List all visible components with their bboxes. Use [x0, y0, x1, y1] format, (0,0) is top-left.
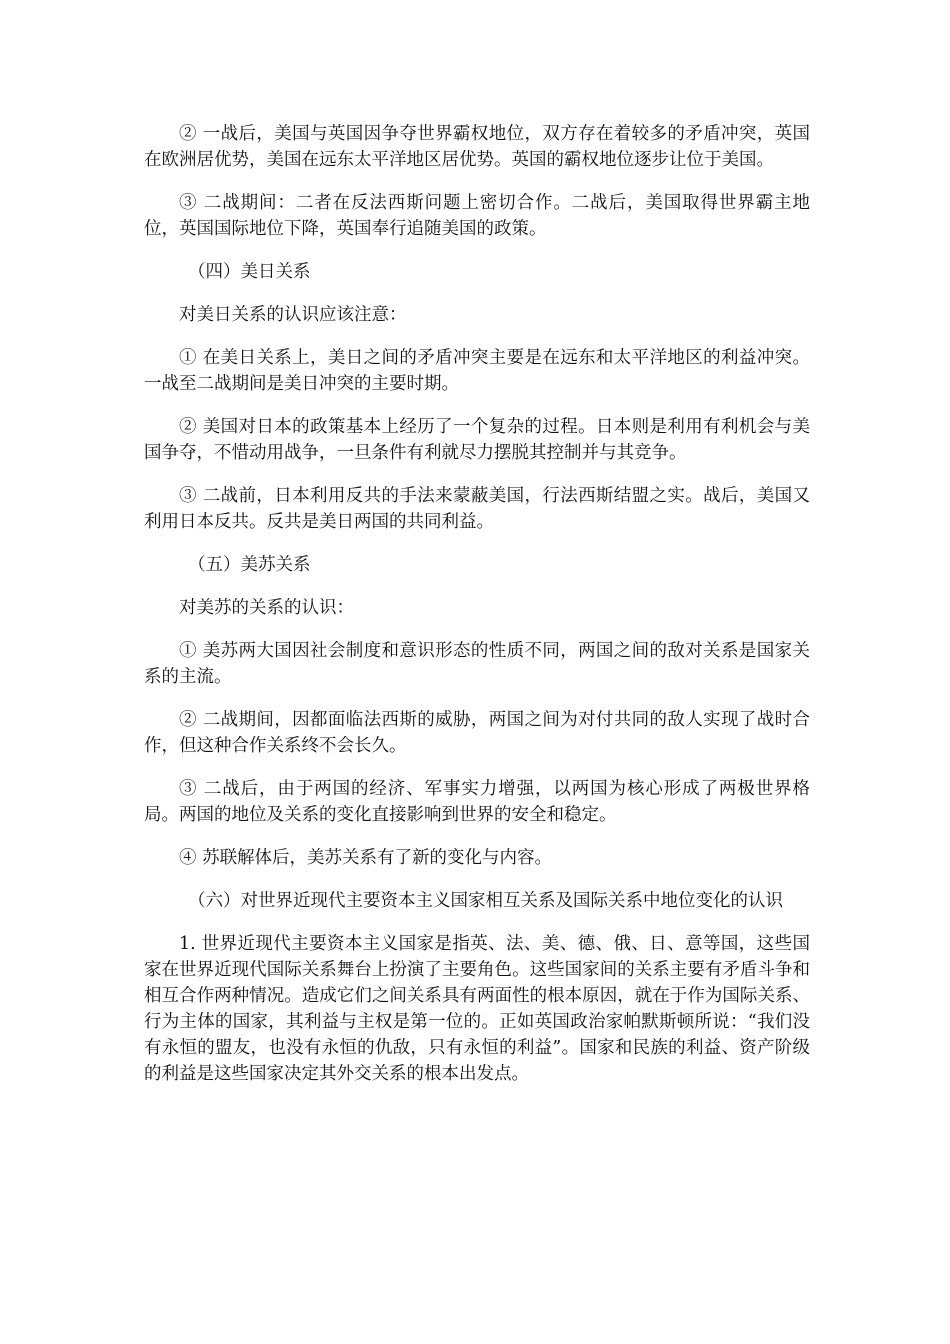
paragraph-major-powers-1: 1. 世界近现代主要资本主义国家是指英、法、美、德、俄、日、意等国，这些国家在世界近现代国际关系舞台上扮演了主要角色。这些国家间的关系主要有矛盾斗争和相互合作两种情况。造成它们之间关系具有两面性的根本原因，就在于作为国际关系、行为主体的国家，其利益与主权是第一位的。正如英国政治家帕默斯顿所说：“我们没有永恒的盟友，也没有永恒的仇敌，只有永恒的利益”。国家和民族的利益、资产阶级的利益是这些国家决定其外交关系的根本出发点。 [144, 934, 810, 1084]
paragraph-us-japan-1: ① 在美日关系上，美日之间的矛盾冲突主要是在远东和太平洋地区的利益冲突。一战至二战期间是美日冲突的主要时期。 [144, 348, 810, 394]
paragraph-us-soviet-1: ① 美苏两大国因社会制度和意识形态的性质不同，两国之间的敌对关系是国家关系的主流。 [144, 641, 810, 687]
paragraph-us-soviet-4: ④ 苏联解体后，美苏关系有了新的变化与内容。 [179, 848, 553, 868]
paragraph-us-soviet-2: ② 二战期间，因都面临法西斯的威胁，两国之间为对付共同的敌人实现了战时合作，但这种合作关系终不会长久。 [144, 710, 810, 756]
paragraph-us-soviet-3: ③ 二战后，由于两国的经济、军事实力增强，以两国为核心形成了两极世界格局。两国的地位及关系的变化直接影响到世界的安全和稳定。 [144, 779, 810, 825]
section-heading-us-japan: （四）美日关系 [188, 262, 311, 282]
paragraph-uk-us-ww2: ③ 二战期间：二者在反法西斯问题上密切合作。二战后，美国取得世界霸主地位，英国国际地位下降，英国奉行追随美国的政策。 [144, 193, 810, 239]
paragraph-uk-us-postwar1: ② 一战后，美国与英国因争夺世界霸权地位，双方存在着较多的矛盾冲突，英国在欧洲居优势，美国在远东太平洋地区居优势。英国的霸权地位逐步让位于美国。 [144, 124, 810, 170]
paragraph-us-soviet-intro: 对美苏的关系的认识： [179, 598, 354, 618]
paragraph-us-japan-2: ② 美国对日本的政策基本上经历了一个复杂的过程。日本则是利用有利机会与美国争夺，不惜动用战争，一旦条件有利就尽力摆脱其控制并与其竞争。 [144, 417, 810, 463]
paragraph-us-japan-3: ③ 二战前，日本利用反共的手法来蒙蔽美国，行法西斯结盟之实。战后，美国又利用日本反共。反共是美日两国的共同利益。 [144, 486, 810, 532]
document-body [144, 121, 810, 1104]
section-heading-major-powers: （六）对世界近现代主要资本主义国家相互关系及国际关系中地位变化的认识 [188, 891, 783, 911]
section-heading-us-soviet: （五）美苏关系 [188, 555, 311, 575]
paragraph-us-japan-intro: 对美日关系的认识应该注意： [179, 305, 407, 325]
